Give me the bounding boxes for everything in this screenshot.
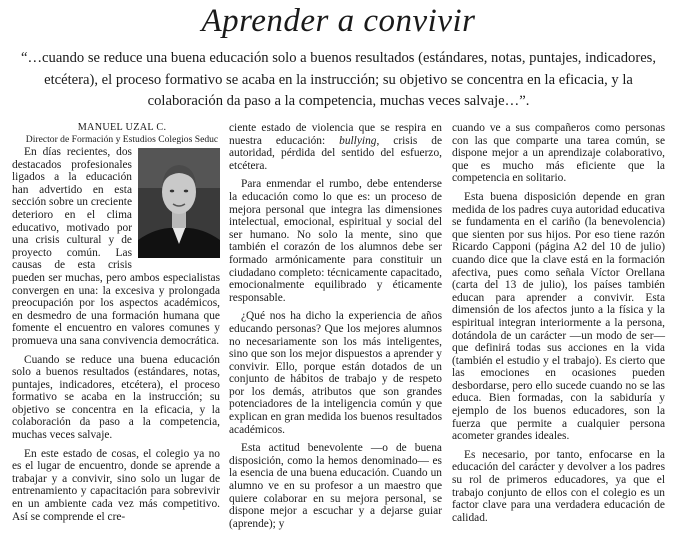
emphasis: bullying xyxy=(339,134,377,147)
paragraph: Cuando se reduce una buena educación solo a buenos resultados (estándares, notas, puntajes, indicadores, etcétera), el proceso formativo se acaba en la instrucción; su objetivo se concentra en la eficacia, y la colaboración da paso a la competencia, muchas veces salvaje. xyxy=(12,353,220,442)
paragraph: Esta actitud benevolente —o de buena disposición, como la hemos denominado— es la esencia de una buena educación. Cuando un alumno ve en su profesor a un maestro que quiere colaborar en su mejora personal, se dispone mejor a escuchar y a dejarse guiar (aprende); y xyxy=(229,442,442,530)
column-3 xyxy=(452,122,665,524)
text-span: , crisis de autoridad, pérdida del sentido del esfuerzo, etcétera. xyxy=(229,134,443,172)
author-photo xyxy=(138,148,220,258)
author-name: MANUEL UZAL C. xyxy=(77,122,167,133)
author-role: Director de Formación y Estudios Colegios Seduc xyxy=(25,134,219,145)
paragraph: Es necesario, por tanto, enfocarse en la educación del carácter y devolver a los padres su rol de primeros educadores, ya que el trabajo conjunto de ellos con el colegio es un factor clave para una verdadera educación de calidad. xyxy=(452,448,665,524)
paragraph: En este estado de cosas, el colegio ya no es el lugar de encuentro, donde se aprende a trabajar y a convivir, sino solo un lugar de entrenamiento y capacitación para sobrevivir en un ambiente cada vez más competitivo. Así se comprende el cre- xyxy=(12,447,220,523)
column-2 xyxy=(229,122,442,530)
paragraph: ¿Qué nos ha dicho la experiencia de años educando personas? Que los mejores alumnos no necesariamente son los más inteligentes, sino que son los mejor dispuestos a aprender y convivir. Ello, porque están dotados de un conjunto de hábitos de trabajo y de respeto por los demás, atributos que son grandes potenciadores de la inteligencia común y que explican en gran medida los buenos resultados académicos. xyxy=(229,310,442,436)
pull-quote: “…cuando se reduce una buena educación solo a buenos resultados (estándares, notas, puntajes, indicadores, etcétera), el proceso formativo se acaba en la instrucción; su objetivo se concentra en la eficacia, y la colaboración da paso a la competencia, muchas veces salvaje…”. xyxy=(20,50,656,109)
paragraph: Esta buena disposición depende en gran medida de los padres cuya autoridad educativa se fundamenta en el cariño (la benevolencia) que sienten por sus hijos. Por eso tiene razón Ricardo Capponi (página A2 del 10 de julio) cuando dice que la clave está en la formación afectiva, pues como señala Víctor Orellana (carta del 13 de julio), los países también educan para aprender a convivir. Esta dimensión de los afectos junto a la física y la espiritual integran interiormente a la persona, dotándola de un carácter —un modo de ser— que definirá todas sus acciones en la vida (también el estudio y el trabajo). Es cierto que las emociones en ocasiones pueden desbordarse, pero ello sucede cuando no se las educa. Bien formadas, con la sabiduría y ejemplo de los buenos educadores, son la fuerza que permite a cualquier persona acometer grandes ideales. xyxy=(452,190,665,443)
author-portrait-icon xyxy=(138,148,220,258)
paragraph xyxy=(229,122,442,172)
text-span: ciente estado de violencia que se respira en nuestra educación: xyxy=(229,122,442,147)
paragraph: En días recientes, dos destacados profesionales ligados a la educación han advertido en esta sección sobre un creciente deterioro en el clima educativo, motivado por una crisis cultural y de proyecto común. Las causas de esta crisis pueden ser muchas, pero ambos especialistas convergen en una: la excesiva y prolongada preocupación por los aspectos académicos, en desmedro de una formación humana que fomente el encuentro en valores comunes y promueva una sana convivencia democrática. xyxy=(12,146,220,347)
paragraph: cuando ve a sus compañeros como personas con las que comparte una tarea común, se dispone mejor a un aprendizaje colaborativo, que es mucho más eficiente que la competencia en solitario. xyxy=(452,122,665,185)
paragraph: Para enmendar el rumbo, debe entenderse la educación como lo que es: un proceso de mejora personal que integra las dimensiones intelectual, emocional, espiritual y social del ser humano. No solo la mente, sino que también el corazón de los alumnos debe ser formado armónicamente para constituir un ciudadano completo: técnicamente capacitado, emocionalmente equilibrado y éticamente responsable. xyxy=(229,178,442,304)
column-1 xyxy=(12,122,220,523)
headline: Aprender a convivir xyxy=(201,3,476,39)
